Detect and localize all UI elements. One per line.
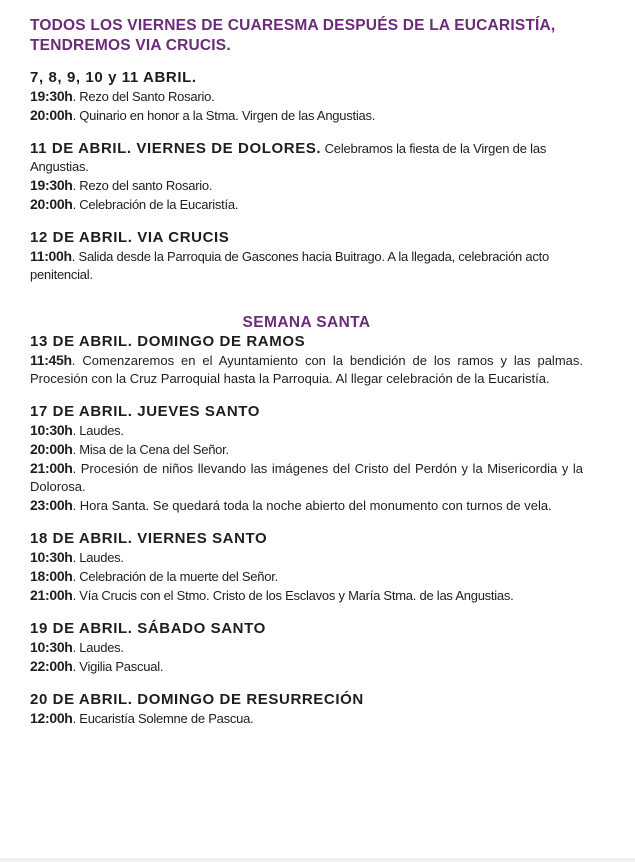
block-title: 19 DE ABRIL. SÁBADO SANTO	[30, 620, 266, 637]
block-title: 11 DE ABRIL. VIERNES DE DOLORES.	[30, 140, 322, 157]
section-title: SEMANA SANTA	[242, 314, 371, 331]
block-heading	[30, 620, 583, 638]
block-heading	[30, 403, 583, 421]
block-heading	[30, 140, 583, 176]
block-heading	[30, 691, 583, 709]
schedule-line	[30, 87, 583, 106]
event-description: . Hora Santa. Se quedará toda la noche abierto del monumento con turnos de vela.	[72, 498, 552, 513]
schedule-block-jueves-santo	[30, 403, 583, 515]
schedule-block-domingo-ramos	[30, 333, 583, 388]
schedule-line	[30, 657, 583, 676]
schedule-line	[30, 351, 583, 388]
schedule-line	[30, 440, 583, 459]
event-description: . Rezo del santo Rosario.	[72, 178, 213, 193]
schedule-line	[30, 421, 583, 440]
event-time: 10:30h	[30, 422, 73, 438]
event-description: . Eucaristía Solemne de Pascua.	[72, 711, 254, 726]
event-description: . Laudes.	[72, 550, 124, 565]
block-title: 17 DE ABRIL. JUEVES SANTO	[30, 403, 261, 420]
schedule-block-viernes-dolores	[30, 140, 583, 214]
schedule-block-via-crucis	[30, 229, 583, 284]
block-title: 7, 8, 9, 10 y 11 ABRIL.	[30, 69, 197, 86]
schedule-block-domingo-resurreccion	[30, 691, 583, 728]
document-page	[30, 16, 583, 743]
schedule-line	[30, 709, 583, 728]
schedule-line	[30, 195, 583, 214]
schedule-line	[30, 567, 583, 586]
schedule-block-quinario	[30, 69, 583, 125]
block-heading	[30, 530, 583, 548]
schedule-block-viernes-santo	[30, 530, 583, 605]
schedule-line	[30, 176, 583, 195]
event-description: . Vigilia Pascual.	[72, 659, 164, 674]
schedule-block-sabado-santo	[30, 620, 583, 676]
block-title: 12 DE ABRIL. VIA CRUCIS	[30, 229, 230, 246]
block-heading	[30, 333, 583, 351]
event-time: 10:30h	[30, 549, 73, 565]
page-bottom-edge	[0, 858, 635, 862]
event-time: 21:00h	[30, 460, 73, 476]
event-description: . Laudes.	[72, 640, 124, 655]
event-time: 10:30h	[30, 639, 73, 655]
event-time: 19:30h	[30, 177, 73, 193]
event-time: 20:00h	[30, 196, 73, 212]
event-description: . Comenzaremos en el Ayuntamiento con la bendición de los ramos y las palmas. Procesión con la Cruz Parroquial hasta la Parroquia. Al llegar celebración de la Eucaristía.	[30, 353, 583, 386]
schedule-line	[30, 586, 583, 605]
event-time: 11:00h	[30, 248, 72, 264]
block-title: 13 DE ABRIL. DOMINGO DE RAMOS	[30, 333, 306, 350]
event-description: . Celebración de la muerte del Señor.	[72, 569, 278, 584]
intro-notice: TODOS LOS VIERNES DE CUARESMA DESPUÉS DE LA EUCARISTÍA, TENDREMOS VIA CRUCIS.	[30, 17, 556, 54]
event-time: 11:45h	[30, 352, 72, 368]
event-time: 20:00h	[30, 107, 73, 123]
schedule-line	[30, 548, 583, 567]
event-time: 21:00h	[30, 587, 73, 603]
block-title: 20 DE ABRIL. DOMINGO DE RESURRECIÓN	[30, 691, 364, 708]
schedule-line	[30, 247, 583, 284]
event-description: . Celebración de la Eucaristía.	[72, 197, 239, 212]
event-description: . Salida desde la Parroquia de Gascones hacia Buitrago. A la llegada, celebración acto penitencial.	[30, 249, 549, 282]
block-heading	[30, 229, 583, 247]
block-title-description: Celebramos la fiesta de la Virgen de las Angustias.	[30, 141, 547, 174]
event-description: . Laudes.	[72, 423, 124, 438]
block-heading	[30, 69, 583, 87]
schedule-line	[30, 106, 583, 125]
block-title: 18 DE ABRIL. VIERNES SANTO	[30, 530, 268, 547]
event-time: 19:30h	[30, 88, 73, 104]
event-time: 23:00h	[30, 497, 73, 513]
event-description: . Rezo del Santo Rosario.	[72, 89, 215, 104]
schedule-line	[30, 638, 583, 657]
event-description: . Misa de la Cena del Señor.	[72, 442, 229, 457]
event-description: . Vía Crucis con el Stmo. Cristo de los Esclavos y María Stma. de las Angustias.	[72, 588, 514, 603]
event-time: 18:00h	[30, 568, 73, 584]
event-description: . Quinario en honor a la Stma. Virgen de las Angustias.	[72, 108, 376, 123]
event-time: 22:00h	[30, 658, 73, 674]
schedule-line	[30, 459, 583, 496]
event-time: 20:00h	[30, 441, 73, 457]
schedule-line	[30, 496, 583, 515]
event-description: . Procesión de niños llevando las imágenes del Cristo del Perdón y la Misericordia y la Dolorosa.	[30, 461, 583, 494]
event-time: 12:00h	[30, 710, 73, 726]
